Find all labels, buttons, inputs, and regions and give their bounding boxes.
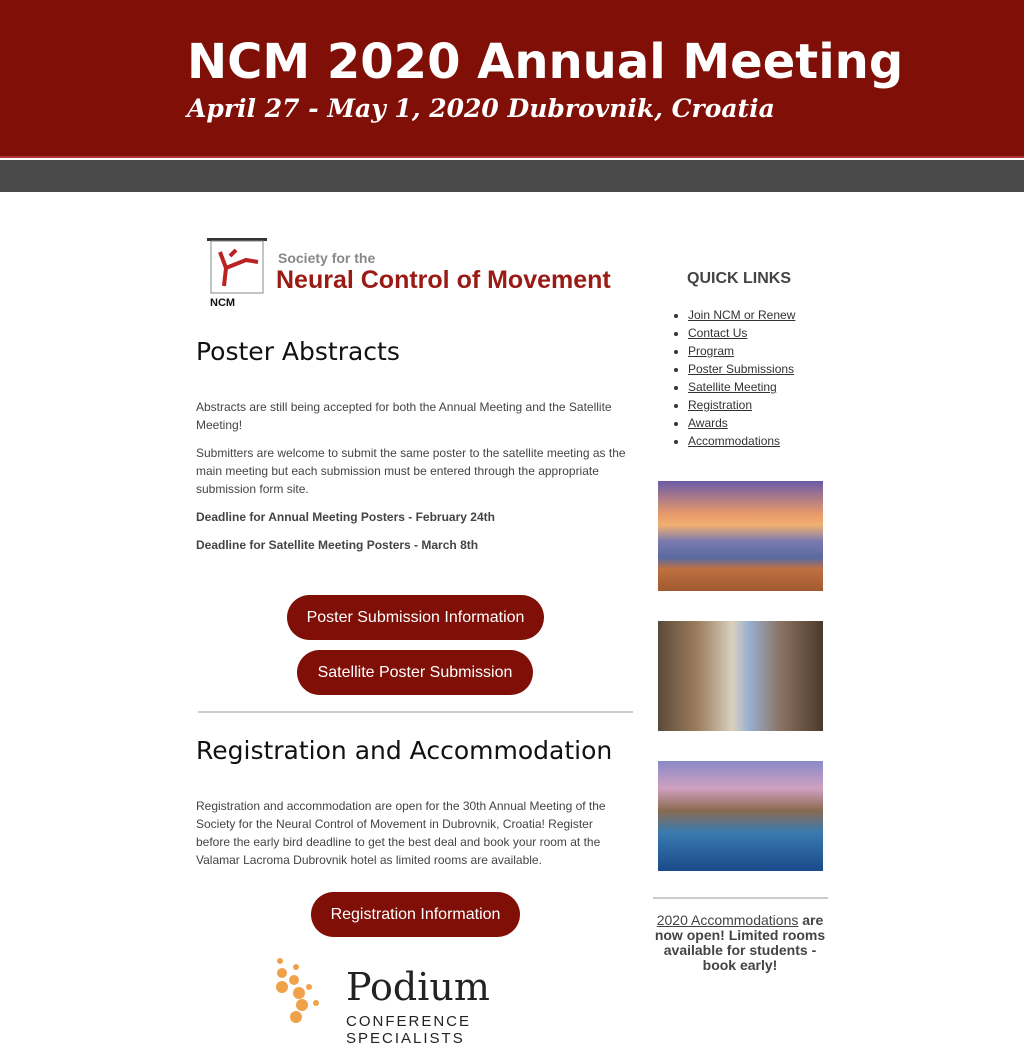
link-satellite-meeting[interactable]: Satellite Meeting bbox=[688, 380, 777, 394]
podium-dots-icon bbox=[274, 955, 334, 1025]
dubrovnik-coast-photo bbox=[658, 761, 823, 871]
accommodations-note-text: are now open! Limited rooms available for students - book early! bbox=[654, 912, 826, 973]
logo-text-small: Society for the bbox=[278, 250, 376, 266]
registration-info-button[interactable]: Registration Information bbox=[311, 892, 520, 937]
poster-heading: Poster Abstracts bbox=[196, 337, 400, 366]
poster-p2: Submitters are welcome to submit the same poster to the satellite meeting as the main meeting but each submission must be entered through the appropriate submission form site. bbox=[196, 446, 626, 496]
deadline-satellite: Deadline for Satellite Meeting Posters - March 8th bbox=[196, 538, 479, 552]
podium-name: Podium bbox=[346, 965, 490, 1009]
logo-text-big: Neural Control of Movement bbox=[276, 266, 611, 294]
quick-links-title: QUICK LINKS bbox=[687, 270, 791, 287]
quick-link-item bbox=[688, 342, 795, 360]
link-accommodations[interactable]: Accommodations bbox=[688, 434, 781, 448]
nav-bar bbox=[0, 160, 1024, 192]
podium-logo bbox=[274, 955, 564, 1047]
quick-link-item bbox=[688, 360, 795, 378]
sidebar bbox=[650, 270, 830, 973]
dubrovnik-sunset-photo bbox=[658, 481, 823, 591]
site-title: NCM 2020 Annual Meeting bbox=[187, 34, 904, 90]
quick-link-item bbox=[688, 378, 795, 396]
link-poster-submissions[interactable]: Poster Submissions bbox=[688, 362, 795, 376]
ncm-logo bbox=[206, 238, 626, 310]
quick-links-list bbox=[688, 306, 795, 450]
poster-submission-info-button[interactable]: Poster Submission Information bbox=[287, 595, 544, 640]
registration-heading: Registration and Accommodation bbox=[196, 736, 613, 765]
poster-p1: Abstracts are still being accepted for both the Annual Meeting and the Satellite Meeting! bbox=[196, 400, 612, 432]
sidebar-divider bbox=[653, 897, 828, 899]
link-awards[interactable]: Awards bbox=[688, 416, 728, 430]
deadline-annual: Deadline for Annual Meeting Posters - February 24th bbox=[196, 510, 495, 524]
quick-link-item bbox=[688, 414, 795, 432]
accommodations-note bbox=[650, 913, 830, 973]
podium-tagline: CONFERENCE SPECIALISTS bbox=[346, 1013, 472, 1047]
accommodations-link[interactable]: 2020 Accommodations bbox=[656, 912, 799, 928]
quick-link-item bbox=[688, 306, 795, 324]
site-header bbox=[0, 0, 1024, 158]
svg-text:NCM: NCM bbox=[210, 297, 236, 308]
quick-link-item bbox=[688, 396, 795, 414]
dubrovnik-street-photo bbox=[658, 621, 823, 731]
site-subtitle: April 27 - May 1, 2020 Dubrovnik, Croatia bbox=[187, 94, 775, 123]
divider bbox=[198, 711, 633, 713]
link-join-ncm[interactable]: Join NCM or Renew bbox=[688, 308, 796, 322]
quick-link-item bbox=[688, 432, 795, 450]
link-contact-us[interactable]: Contact Us bbox=[688, 326, 748, 340]
link-registration[interactable]: Registration bbox=[688, 398, 753, 412]
registration-text: Registration and accommodation are open for the 30th Annual Meeting of the Society for the Neural Control of Movement in Dubrovnik, Croatia! Register before the early bird deadline to get the best deal and book your room at the Valamar Lacroma Dubrovnik hotel as limited rooms are available. bbox=[196, 799, 606, 867]
ncm-logo-mark bbox=[206, 238, 268, 308]
satellite-poster-submission-button[interactable]: Satellite Poster Submission bbox=[297, 650, 533, 695]
quick-link-item bbox=[688, 324, 795, 342]
link-program[interactable]: Program bbox=[688, 344, 735, 358]
